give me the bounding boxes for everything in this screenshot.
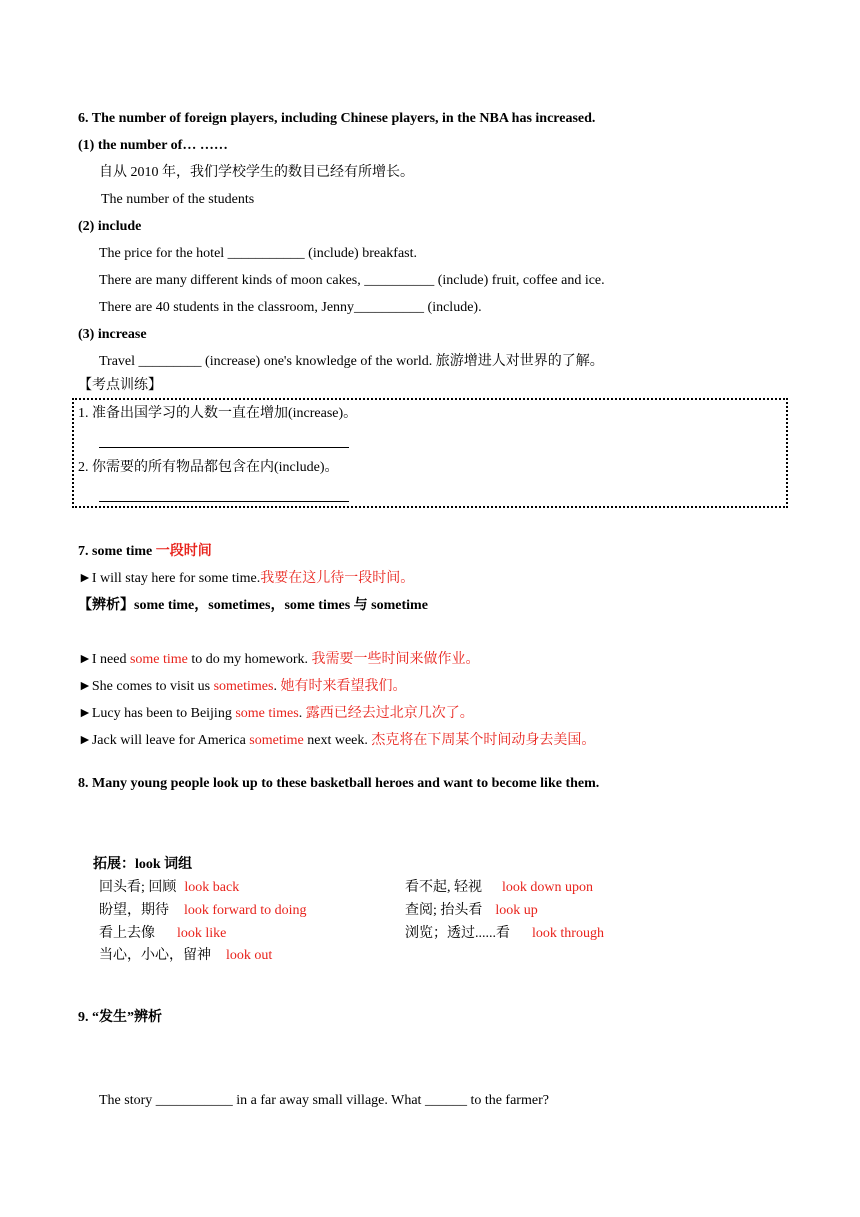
row-text: . [298,706,306,721]
point-1-english-sentence: The number of the students [101,192,255,207]
phrase-chinese: 盼望，期待 [99,903,169,918]
drill-title: 【考点训练】 [78,378,162,393]
phrase-english: look forward to doing [184,903,307,918]
phrase-chinese: 看上去像 [99,926,155,941]
phrase-item [99,925,226,943]
phrase-chinese: 回头看; 回顾 [99,880,177,895]
phrase-english: look like [177,926,227,941]
point-1-chinese-sentence: 自从 2010 年，我们学校学生的数目已经有所增长。 [99,165,414,180]
example-english: ►I will stay here for some time. [78,571,261,586]
section-8-heading: 8. Many young people look up to these basketball heroes and want to become like them. [78,776,600,791]
point-2-sentence-2: There are many different kinds of moon cakes, __________ (include) fruit, coffee and ice. [99,273,605,288]
row-translation: 露西已经去过北京几次了。 [305,706,474,721]
row-translation: 她有时来看望我们。 [280,679,407,694]
extension-title: 拓展：look 词组 [93,857,193,872]
row-translation: 我需要一些时间来做作业。 [311,652,480,667]
drill-answer-line-2[interactable] [99,501,349,502]
analysis-row [78,732,595,750]
row-text: . [273,679,281,694]
row-text: ►Jack will leave for America [78,733,250,748]
row-keyword: sometime [249,733,304,748]
phrase-item [405,879,593,897]
phrase-item [405,902,538,920]
phrase-chinese: 当心，小心，留神 [99,948,211,963]
drill-answer-line-1[interactable] [99,447,349,448]
phrase-item [99,947,272,965]
section-9-sentence: The story ___________ in a far away small village. What ______ to the farmer? [99,1093,549,1108]
section-9-heading: 9. “发生”辨析 [78,1010,162,1025]
point-2-title: (2) include [78,219,142,234]
row-text: next week. [303,733,372,748]
phrase-chinese: 查阅; 抬头看 [405,903,483,918]
section-6-heading: 6. The number of foreign players, including Chinese players, in the NBA has increased. [78,111,596,126]
row-text: ►Lucy has been to Beijing [78,706,236,721]
point-3-sentence: Travel _________ (increase) one's knowledge of the world. 旅游增进人对世界的了解。 [99,354,604,369]
phrase-item [99,902,306,920]
phrase-english: look up [495,903,538,918]
point-2-sentence-3: There are 40 students in the classroom, Jenny__________ (include). [99,300,482,315]
row-keyword: some times [235,706,299,721]
analysis-row [78,705,474,723]
point-2-sentence-1: The price for the hotel ___________ (include) breakfast. [99,246,418,261]
row-keyword: some time [129,652,188,667]
phrase-item [99,879,239,897]
section-7-heading [78,543,212,561]
drill-item-1: 1. 准备出国学习的人数一直在增加(increase)。 [78,406,358,421]
row-translation: 杰克将在下周某个时间动身去美国。 [371,733,596,748]
section-7-heading-cn: 一段时间 [155,544,212,559]
example-chinese: 我要在这儿待一段时间。 [260,571,415,586]
phrase-english: look through [532,926,604,941]
phrase-english: look down upon [502,880,593,895]
phrase-english: look back [184,880,240,895]
row-text: ►I need [78,652,130,667]
analysis-row [78,678,406,696]
section-7-example [78,570,414,588]
point-1-title: (1) the number of… …… [78,138,228,153]
row-text: to do my homework. [187,652,312,667]
phrase-chinese: 看不起, 轻视 [405,880,482,895]
phrase-chinese: 浏览；透过......看 [405,926,510,941]
analysis-row [78,651,480,669]
section-7-heading-en: 7. some time [78,544,156,559]
phrase-english: look out [226,948,273,963]
row-text: ►She comes to visit us [78,679,214,694]
analysis-heading: 【辨析】some time，sometimes，some times 与 sometime [78,598,428,613]
point-3-title: (3) increase [78,327,147,342]
phrase-item [405,925,604,943]
row-keyword: sometimes [213,679,274,694]
drill-item-2: 2. 你需要的所有物品都包含在内(include)。 [78,460,339,475]
